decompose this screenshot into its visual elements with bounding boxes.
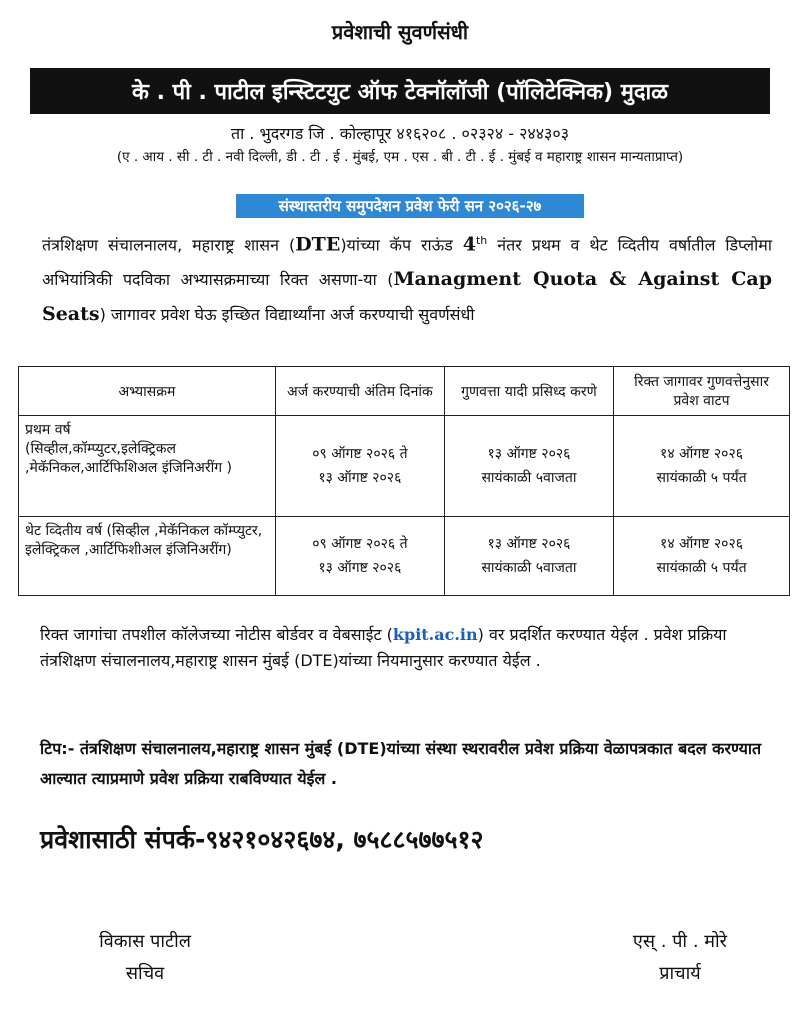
intro-quota: Managment Quota & Against Cap Seats	[42, 268, 772, 326]
allotment-time: सायंकाळी ५ पर्यंत	[656, 470, 747, 486]
header-last-date: अर्ज करण्याची अंतिम दिनांक	[275, 367, 444, 416]
header-merit-list: गुणवत्ता यादी प्रसिध्द करणे	[444, 367, 613, 416]
institute-address: ता . भुदरगड जि . कोल्हापूर ४१६२०८ . ०२३२४ - २४४३०३	[230, 124, 570, 143]
admission-schedule-table	[18, 366, 790, 596]
approval-line: (ए . आय . सी . टी . नवी दिल्ली, डी . टी . ई . मुंबई, एम . एस . बी . टी . ई . मुंबई व महाराष्ट्र शासन मान्यताप्राप्त)	[116, 149, 684, 165]
header-allotment: रिक्त जागावर गुणवत्तेनुसार प्रवेश वाटप	[614, 367, 790, 416]
principal-title: प्राचार्य	[659, 963, 701, 984]
vacancy-text-1: रिक्त जागांचा तपशील कॉलेजच्या नोटीस बोर्डवर व वेबसाईट (	[40, 625, 393, 644]
notice-heading: प्रवेशाची सुवर्णसंधी	[331, 20, 469, 44]
merit-list-cell	[444, 517, 613, 596]
signature-secretary	[70, 926, 220, 990]
merit-date: १३ ऑगष्ट २०२६	[487, 536, 571, 552]
intro-dte: DTE	[295, 233, 341, 256]
last-date-cell	[275, 517, 444, 596]
intro-round-number: 4	[462, 233, 476, 256]
intro-text-2: )यांच्या कॅप राऊंड	[340, 235, 463, 255]
last-date-cell	[275, 416, 444, 517]
contact-line: प्रवेशासाठी संपर्क-९४२१०४२६७४, ७५८८५७७५१२	[40, 825, 484, 854]
intro-text-3: नंतर प्रथम व थेट व्दितीय वर्षातील डिप्लोमा अभियांत्रिकी पदविका अभ्यासक्रमाच्या रिक्त असणा-या (	[42, 235, 772, 290]
principal-name: एस् . पी . मोरे	[632, 931, 728, 952]
counselling-round-badge: संस्थास्तरीय समुपदेशन प्रवेश फेरी सन २०२६-२७	[236, 194, 584, 218]
course-branches: (सिव्हील ,मेकॅनिकल कॉम्प्युटर, इलेक्ट्रिकल ,आर्टिफिशीअल इंजिनिअरींग)	[25, 523, 263, 558]
table-row	[19, 416, 790, 517]
course-cell	[19, 517, 276, 596]
note-paragraph: टिप:- तंत्रशिक्षण संचालनालय,महाराष्ट्र शासन मुंबई (DTE)यांच्या संस्था स्थरावरील प्रवेश प्रक्रिया वेळापत्रकात बदल करण्यात आल्यात त्याप्रमाणे प्रवेश प्रक्रिया राबविण्यात येईल .	[40, 739, 762, 788]
last-date-from: ०९ ऑगष्ट २०२६ ते	[312, 446, 408, 462]
merit-time: सायंकाळी ५वाजता	[481, 560, 577, 576]
course-cell	[19, 416, 276, 517]
merit-list-cell	[444, 416, 613, 517]
course-title: थेट व्दितीय वर्ष	[25, 523, 103, 539]
header-course: अभ्यासक्रम	[19, 367, 276, 416]
allotment-date: १४ ऑगष्ट २०२६	[660, 446, 744, 462]
website-link[interactable]: kpit.ac.in	[392, 625, 478, 644]
intro-round-suffix: th	[475, 234, 488, 247]
last-date-to: १३ ऑगष्ट २०२६	[318, 470, 402, 486]
course-title: प्रथम वर्ष	[25, 422, 71, 438]
allotment-date: १४ ऑगष्ट २०२६	[660, 536, 744, 552]
signature-principal	[610, 926, 750, 990]
vacancy-text-2: ) वर प्रदर्शित करण्यात येईल . प्रवेश प्रक्रिया तंत्रशिक्षण संचालनालय,महाराष्ट्र शासन मुंबई (DTE)यांच्या नियमानुसार करण्यात येईल .	[40, 625, 727, 670]
institute-name-banner: के . पी . पाटील इन्स्टिटयुट ऑफ टेक्नॉलॉजी (पॉलिटेक्निक) मुदाळ	[30, 68, 770, 114]
intro-text-1: तंत्रशिक्षण संचालनालय, महाराष्ट्र शासन (	[42, 235, 296, 255]
merit-time: सायंकाळी ५वाजता	[481, 470, 577, 486]
allotment-cell	[614, 517, 790, 596]
table-row	[19, 517, 790, 596]
table-header-row	[19, 367, 790, 416]
vacancy-paragraph	[40, 622, 775, 674]
last-date-to: १३ ऑगष्ट २०२६	[318, 560, 402, 576]
merit-date: १३ ऑगष्ट २०२६	[487, 446, 571, 462]
secretary-name: विकास पाटील	[99, 931, 191, 952]
allotment-time: सायंकाळी ५ पर्यंत	[656, 560, 747, 576]
allotment-cell	[614, 416, 790, 517]
intro-text-4: ) जागावर प्रवेश घेऊ इच्छित विद्यार्थ्यांना अर्ज करण्याची सुवर्णसंधी	[99, 305, 475, 325]
last-date-from: ०९ ऑगष्ट २०२६ ते	[312, 536, 408, 552]
course-branches: (सिव्हील,कॉम्प्युटर,इलेक्ट्रिकल ,मेकॅनिकल,आर्टिफिशिअल इंजिनिअरींग )	[25, 441, 232, 476]
intro-paragraph	[42, 224, 772, 332]
secretary-title: सचिव	[125, 963, 165, 984]
